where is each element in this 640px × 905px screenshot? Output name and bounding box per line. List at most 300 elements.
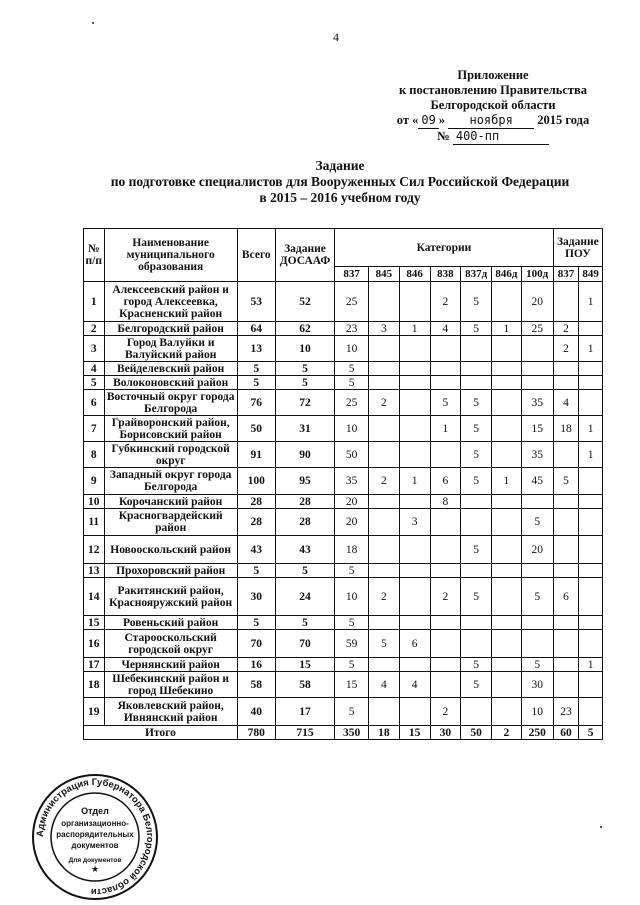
appendix-line3: Белгородской области (430, 98, 556, 112)
row-category-value (430, 336, 461, 362)
row-category-value: 6 (399, 630, 430, 658)
row-category-value (369, 658, 400, 672)
row-category-value (492, 672, 522, 698)
header-pou-1: 849 (579, 267, 603, 282)
row-category-value: 5 (521, 578, 553, 616)
row-pou-value: 2 (553, 322, 579, 336)
row-pou-value: 1 (579, 442, 603, 468)
row-dosaaf: 5 (275, 564, 334, 578)
row-pou-value (553, 442, 579, 468)
row-pou-value (579, 672, 603, 698)
row-number: 12 (84, 536, 105, 564)
table-row (84, 416, 603, 442)
row-pou-value (579, 616, 603, 630)
row-category-value: 5 (335, 376, 369, 390)
row-category-value (430, 564, 461, 578)
row-municipality: Ракитянский район, Краснояружский район (104, 578, 237, 616)
row-category-value (399, 578, 430, 616)
row-dosaaf: 90 (275, 442, 334, 468)
row-category-value (492, 390, 522, 416)
row-number: 17 (84, 658, 105, 672)
row-dosaaf: 17 (275, 698, 334, 726)
table-row (84, 362, 603, 376)
row-pou-value (579, 495, 603, 509)
row-category-value (461, 698, 492, 726)
table-row (84, 495, 603, 509)
row-category-value (461, 376, 492, 390)
table-row (84, 322, 603, 336)
appendix-date (378, 113, 608, 129)
row-municipality: Чернянский район (104, 658, 237, 672)
header-category-5: 846д (492, 267, 522, 282)
stamp-ring-path: Администрация Губернатора Белгородской области (34, 776, 156, 898)
row-category-value: 25 (521, 322, 553, 336)
row-pou-value (553, 564, 579, 578)
row-total: 53 (237, 282, 275, 322)
table-row (84, 536, 603, 564)
row-category-value: 3 (399, 509, 430, 536)
row-municipality: Белгородский район (104, 322, 237, 336)
row-category-value (399, 390, 430, 416)
row-number: 8 (84, 442, 105, 468)
total-category-value: 250 (521, 726, 553, 740)
appendix-number (378, 129, 608, 145)
total-pou-value: 60 (553, 726, 579, 740)
row-category-value (492, 416, 522, 442)
date-day: 09 (418, 113, 438, 129)
row-dosaaf: 52 (275, 282, 334, 322)
row-pou-value (553, 495, 579, 509)
date-year: 2015 года (537, 113, 590, 127)
row-category-value (369, 509, 400, 536)
row-pou-value (579, 468, 603, 495)
row-category-value (399, 362, 430, 376)
header-category-4: 837д (461, 267, 492, 282)
speck (92, 22, 94, 24)
seal-stamp (30, 772, 160, 902)
row-category-value (461, 630, 492, 658)
row-pou-value: 6 (553, 578, 579, 616)
row-municipality: Губкинский городской округ (104, 442, 237, 468)
row-category-value: 35 (521, 390, 553, 416)
total-all: 780 (237, 726, 275, 740)
row-municipality: Восточный округ города Белгорода (104, 390, 237, 416)
row-total: 13 (237, 336, 275, 362)
header-category-3: 838 (430, 267, 461, 282)
row-category-value: 5 (335, 564, 369, 578)
row-category-value: 2 (430, 578, 461, 616)
row-category-value: 2 (369, 390, 400, 416)
row-category-value: 5 (461, 416, 492, 442)
row-category-value: 5 (461, 536, 492, 564)
row-category-value (430, 672, 461, 698)
row-category-value: 4 (430, 322, 461, 336)
row-pou-value: 5 (553, 468, 579, 495)
row-total: 70 (237, 630, 275, 658)
row-category-value (492, 630, 522, 658)
row-category-value (492, 616, 522, 630)
row-category-value (461, 616, 492, 630)
row-category-value: 1 (492, 322, 522, 336)
table-row (84, 442, 603, 468)
table-row (84, 630, 603, 658)
row-pou-value (553, 282, 579, 322)
total-dosaaf: 715 (275, 726, 334, 740)
row-category-value (461, 564, 492, 578)
row-dosaaf: 15 (275, 658, 334, 672)
row-category-value: 1 (492, 468, 522, 495)
row-category-value (492, 495, 522, 509)
row-pou-value (553, 630, 579, 658)
title-line1: Задание (315, 158, 365, 173)
row-total: 58 (237, 672, 275, 698)
row-category-value (369, 376, 400, 390)
row-pou-value (553, 509, 579, 536)
header-category-0: 837 (335, 267, 369, 282)
row-category-value (521, 495, 553, 509)
row-number: 6 (84, 390, 105, 416)
stamp-line4: документов (71, 841, 119, 850)
row-municipality: Шебекинский район и город Шебекино (104, 672, 237, 698)
table-row (84, 390, 603, 416)
stamp-line5: Для документов (68, 857, 122, 864)
row-category-value: 5 (335, 658, 369, 672)
row-category-value: 5 (461, 442, 492, 468)
row-category-value (492, 336, 522, 362)
row-pou-value (553, 376, 579, 390)
row-dosaaf: 72 (275, 390, 334, 416)
row-municipality: Алексеевский район и город Алексеевка, Красненский район (104, 282, 237, 322)
star-icon: ★ (90, 864, 100, 874)
row-category-value (369, 495, 400, 509)
row-category-value (492, 442, 522, 468)
row-category-value: 18 (335, 536, 369, 564)
row-category-value (369, 416, 400, 442)
row-category-value: 35 (521, 442, 553, 468)
row-category-value: 10 (335, 416, 369, 442)
row-number: 14 (84, 578, 105, 616)
row-dosaaf: 5 (275, 616, 334, 630)
row-category-value: 2 (430, 698, 461, 726)
row-category-value: 6 (430, 468, 461, 495)
row-category-value: 5 (369, 630, 400, 658)
row-category-value (369, 336, 400, 362)
row-category-value (521, 630, 553, 658)
row-dosaaf: 28 (275, 509, 334, 536)
row-category-value (492, 578, 522, 616)
row-category-value: 5 (335, 362, 369, 376)
row-total: 5 (237, 564, 275, 578)
row-municipality: Грайворонский район, Борисовский район (104, 416, 237, 442)
row-category-value: 5 (521, 658, 553, 672)
row-category-value (430, 442, 461, 468)
row-municipality: Старооскольский городской округ (104, 630, 237, 658)
row-total: 91 (237, 442, 275, 468)
row-pou-value: 1 (579, 416, 603, 442)
row-category-value: 4 (369, 672, 400, 698)
row-category-value: 2 (369, 468, 400, 495)
row-pou-value (579, 322, 603, 336)
row-pou-value (579, 630, 603, 658)
row-category-value: 5 (461, 658, 492, 672)
total-label: Итого (84, 726, 238, 740)
row-category-value: 59 (335, 630, 369, 658)
row-pou-value (579, 564, 603, 578)
row-pou-value: 1 (579, 336, 603, 362)
row-number: 13 (84, 564, 105, 578)
speck (600, 826, 602, 828)
row-category-value: 15 (335, 672, 369, 698)
row-total: 16 (237, 658, 275, 672)
row-category-value: 10 (521, 698, 553, 726)
row-pou-value (553, 536, 579, 564)
row-category-value: 5 (461, 468, 492, 495)
row-category-value (399, 616, 430, 630)
total-category-value: 50 (461, 726, 492, 740)
row-number: 11 (84, 509, 105, 536)
row-category-value: 1 (430, 416, 461, 442)
row-pou-value: 4 (553, 390, 579, 416)
table-row (84, 282, 603, 322)
row-pou-value: 2 (553, 336, 579, 362)
row-pou-value (553, 616, 579, 630)
row-category-value (521, 336, 553, 362)
row-dosaaf: 58 (275, 672, 334, 698)
assignment-table (83, 228, 603, 740)
table-row (84, 578, 603, 616)
row-total: 5 (237, 362, 275, 376)
row-pou-value (579, 362, 603, 376)
table-row (84, 376, 603, 390)
row-total: 76 (237, 390, 275, 416)
row-number: 19 (84, 698, 105, 726)
row-pou-value (579, 376, 603, 390)
row-category-value (430, 362, 461, 376)
row-category-value: 2 (430, 282, 461, 322)
row-dosaaf: 24 (275, 578, 334, 616)
row-category-value: 5 (461, 578, 492, 616)
row-number: 4 (84, 362, 105, 376)
row-pou-value: 1 (579, 658, 603, 672)
row-pou-value (579, 390, 603, 416)
row-category-value: 20 (335, 509, 369, 536)
row-pou-value: 23 (553, 698, 579, 726)
row-category-value: 5 (461, 322, 492, 336)
row-category-value (369, 564, 400, 578)
document-title (60, 158, 620, 206)
row-category-value: 15 (521, 416, 553, 442)
row-number: 1 (84, 282, 105, 322)
row-category-value (492, 658, 522, 672)
row-municipality: Красногвардейский район (104, 509, 237, 536)
row-category-value (430, 536, 461, 564)
row-municipality: Прохоровский район (104, 564, 237, 578)
row-number: 3 (84, 336, 105, 362)
header-pou-0: 837 (553, 267, 579, 282)
row-category-value (521, 362, 553, 376)
appendix-line2: к постановлению Правительства (398, 83, 588, 97)
row-total: 100 (237, 468, 275, 495)
row-category-value (399, 282, 430, 322)
row-category-value (430, 616, 461, 630)
row-category-value: 4 (399, 672, 430, 698)
page-number: 4 (333, 30, 339, 44)
row-dosaaf: 5 (275, 362, 334, 376)
table-row (84, 509, 603, 536)
header-total: Всего (237, 229, 275, 282)
row-category-value (430, 630, 461, 658)
row-category-value (399, 658, 430, 672)
row-category-value (369, 442, 400, 468)
row-number: 5 (84, 376, 105, 390)
row-category-value (399, 336, 430, 362)
row-category-value (492, 536, 522, 564)
row-category-value: 10 (335, 578, 369, 616)
row-municipality: Корочанский район (104, 495, 237, 509)
row-category-value (430, 658, 461, 672)
number-label: № (437, 129, 450, 143)
table-row (84, 658, 603, 672)
table-row (84, 564, 603, 578)
row-category-value: 30 (521, 672, 553, 698)
title-line3: в 2015 – 2016 учебном году (259, 190, 421, 205)
row-category-value (461, 336, 492, 362)
date-prefix: от « (396, 113, 419, 127)
table-row (84, 616, 603, 630)
header-category-2: 846 (399, 267, 430, 282)
row-category-value (492, 698, 522, 726)
row-category-value (492, 564, 522, 578)
header-category-6: 100д (521, 267, 553, 282)
total-category-value: 2 (492, 726, 522, 740)
row-dosaaf: 43 (275, 536, 334, 564)
row-category-value: 5 (461, 390, 492, 416)
row-category-value (492, 282, 522, 322)
row-category-value (399, 495, 430, 509)
row-category-value (399, 442, 430, 468)
row-number: 16 (84, 630, 105, 658)
row-pou-value: 1 (579, 282, 603, 322)
row-dosaaf: 28 (275, 495, 334, 509)
row-total: 28 (237, 495, 275, 509)
row-pou-value (579, 578, 603, 616)
row-total: 5 (237, 616, 275, 630)
row-category-value: 20 (521, 536, 553, 564)
header-dosaaf: Задание ДОСААФ (275, 229, 334, 282)
row-category-value (369, 282, 400, 322)
number-value: 400-пп (453, 129, 549, 145)
row-number: 10 (84, 495, 105, 509)
row-category-value: 8 (430, 495, 461, 509)
row-pou-value (579, 698, 603, 726)
row-pou-value (579, 509, 603, 536)
row-category-value (461, 495, 492, 509)
title-line2: по подготовке специалистов для Вооруженных Сил Российской Федерации (110, 174, 570, 189)
row-category-value (492, 509, 522, 536)
row-number: 7 (84, 416, 105, 442)
row-dosaaf: 5 (275, 376, 334, 390)
row-category-value (399, 564, 430, 578)
header-pou: Задание ПОУ (553, 229, 602, 267)
row-category-value: 25 (335, 282, 369, 322)
row-pou-value: 18 (553, 416, 579, 442)
row-category-value (492, 376, 522, 390)
header-categories: Категории (335, 229, 553, 267)
row-category-value: 3 (369, 322, 400, 336)
row-category-value (369, 362, 400, 376)
row-pou-value (553, 672, 579, 698)
row-category-value (399, 416, 430, 442)
header-category-1: 845 (369, 267, 400, 282)
row-category-value (430, 509, 461, 536)
row-number: 15 (84, 616, 105, 630)
row-total: 43 (237, 536, 275, 564)
total-row (84, 726, 603, 740)
row-category-value: 5 (461, 282, 492, 322)
row-number: 9 (84, 468, 105, 495)
row-category-value (521, 616, 553, 630)
row-category-value: 5 (521, 509, 553, 536)
row-municipality: Новооскольский район (104, 536, 237, 564)
row-municipality: Яковлевский район, Ивнянский район (104, 698, 237, 726)
row-dosaaf: 62 (275, 322, 334, 336)
total-category-value: 18 (369, 726, 400, 740)
row-category-value: 5 (461, 672, 492, 698)
row-category-value: 1 (399, 322, 430, 336)
table-row (84, 468, 603, 495)
row-number: 2 (84, 322, 105, 336)
appendix-block (378, 68, 608, 145)
row-category-value: 20 (335, 495, 369, 509)
row-dosaaf: 10 (275, 336, 334, 362)
row-total: 64 (237, 322, 275, 336)
row-municipality: Город Валуйки и Валуйский район (104, 336, 237, 362)
row-total: 30 (237, 578, 275, 616)
row-category-value: 2 (369, 578, 400, 616)
stamp-line3: распорядительных (56, 830, 134, 839)
row-category-value (369, 698, 400, 726)
total-pou-value: 5 (579, 726, 603, 740)
row-category-value: 45 (521, 468, 553, 495)
row-total: 5 (237, 376, 275, 390)
row-dosaaf: 31 (275, 416, 334, 442)
row-pou-value (579, 536, 603, 564)
stamp-line2: организационно- (61, 819, 129, 828)
row-municipality: Вейделевский район (104, 362, 237, 376)
row-category-value (521, 564, 553, 578)
header-num: № п/п (84, 229, 105, 282)
row-dosaaf: 95 (275, 468, 334, 495)
row-number: 18 (84, 672, 105, 698)
date-month: ноября (448, 113, 534, 129)
row-category-value: 5 (430, 390, 461, 416)
appendix-line1: Приложение (457, 68, 529, 82)
row-category-value (430, 376, 461, 390)
row-category-value (521, 376, 553, 390)
row-category-value (461, 509, 492, 536)
row-category-value: 23 (335, 322, 369, 336)
row-category-value: 35 (335, 468, 369, 495)
date-sep: » (438, 113, 446, 127)
row-category-value: 50 (335, 442, 369, 468)
row-municipality: Западный округ города Белгорода (104, 468, 237, 495)
total-category-value: 350 (335, 726, 369, 740)
total-category-value: 15 (399, 726, 430, 740)
row-total: 28 (237, 509, 275, 536)
row-category-value (399, 376, 430, 390)
row-category-value: 1 (399, 468, 430, 495)
row-total: 40 (237, 698, 275, 726)
